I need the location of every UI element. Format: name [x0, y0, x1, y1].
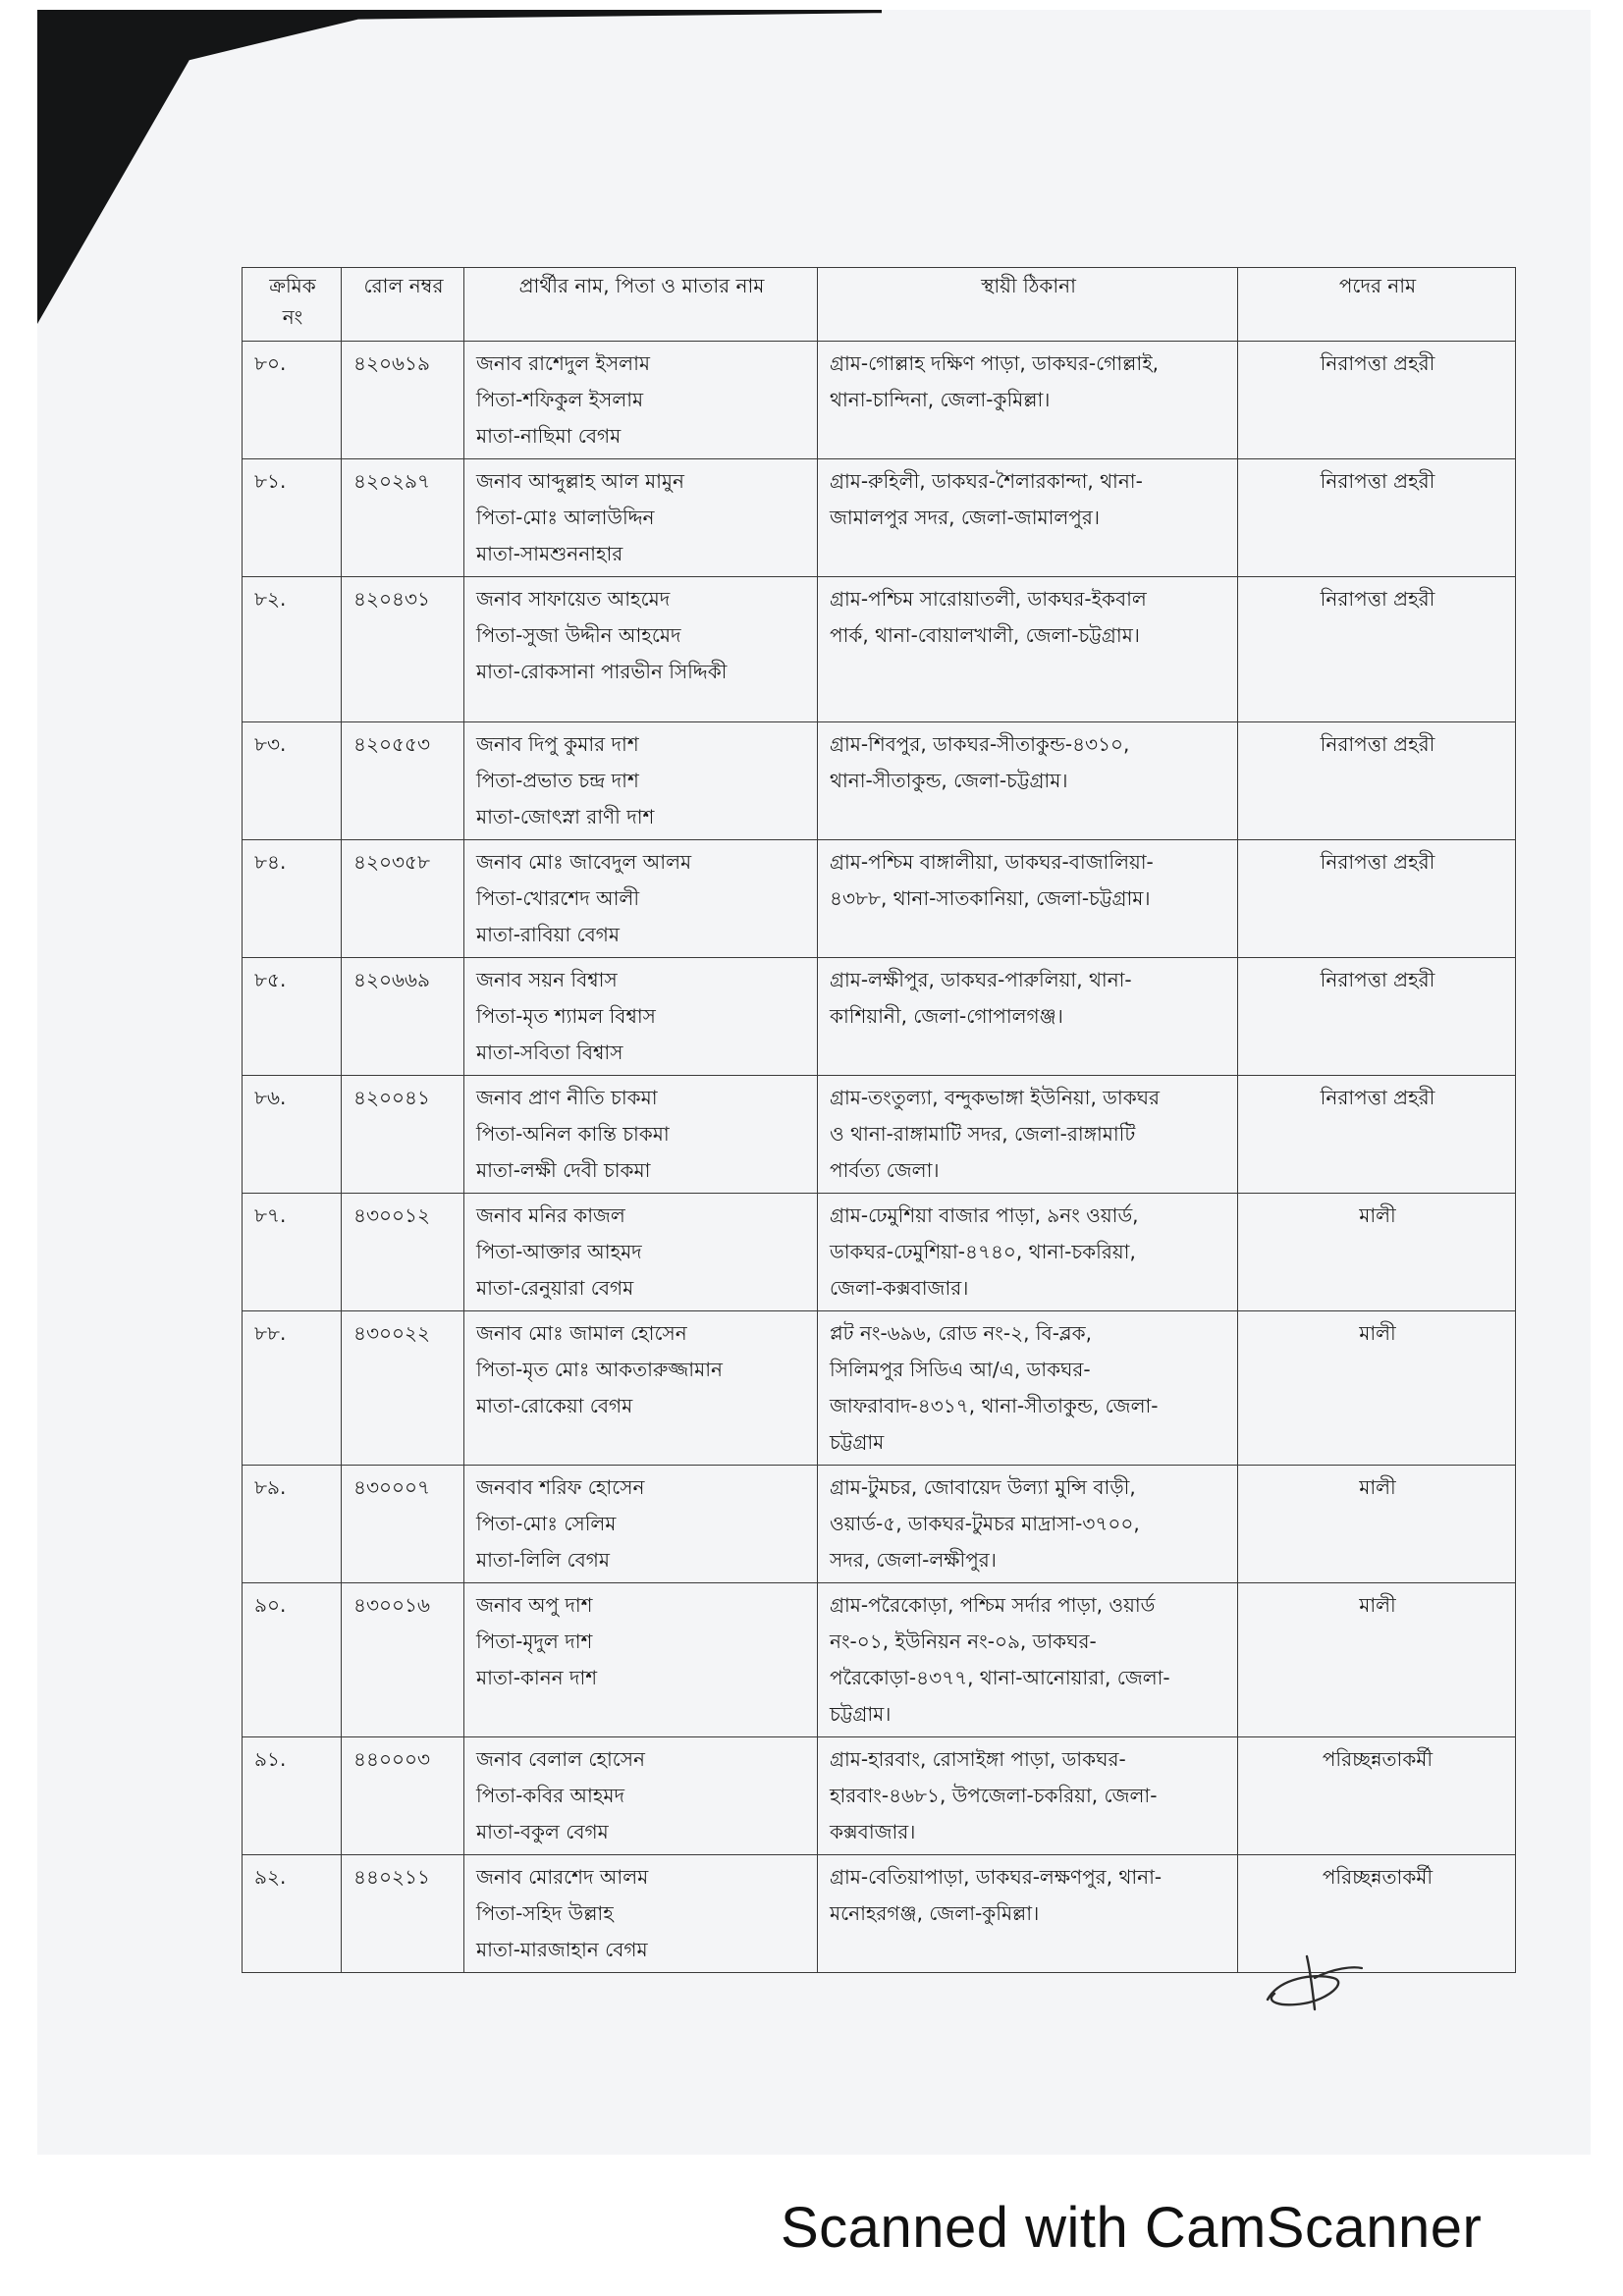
- table-row: [243, 1737, 1516, 1855]
- father-name: পিতা-আক্তার আহমদ: [476, 1240, 642, 1263]
- address-line: গ্রাম-পরৈকোড়া, পশ্চিম সর্দার পাড়া, ওয়ার্ড: [830, 1593, 1156, 1617]
- roll-number-cell: ৪২০৪৩১: [342, 577, 464, 722]
- father-name: পিতা-কবির আহমদ: [476, 1784, 624, 1807]
- father-name: পিতা-সহিদ উল্লাহ: [476, 1901, 614, 1925]
- address-line: থানা-চান্দিনা, জেলা-কুমিল্লা।: [830, 388, 1051, 411]
- address-line: গ্রাম-লক্ষীপুর, ডাকঘর-পারুলিয়া, থানা-: [830, 968, 1132, 991]
- applicant-table-container: [242, 267, 1515, 1973]
- table-row: [243, 958, 1516, 1076]
- table-row: [243, 1583, 1516, 1737]
- mother-name: মাতা-মারজাহান বেগম: [476, 1938, 648, 1961]
- table-row: [243, 1076, 1516, 1194]
- address-line: ৪৩৮৮, থানা-সাতকানিয়া, জেলা-চট্টগ্রাম।: [830, 886, 1151, 910]
- applicant-name: জনাব দিপু কুমার দাশ: [476, 732, 639, 756]
- address-line: জামালপুর সদর, জেলা-জামালপুর।: [830, 506, 1101, 529]
- serial-cell: ৯২.: [243, 1855, 342, 1973]
- serial-cell: ৯০.: [243, 1583, 342, 1737]
- mother-name: মাতা-লিলি বেগম: [476, 1548, 610, 1572]
- serial-cell: ৮৯.: [243, 1466, 342, 1583]
- applicant-name: জনাব বেলাল হোসেন: [476, 1747, 645, 1771]
- applicant-name: জনাব আব্দুল্লাহ আল মামুন: [476, 469, 684, 493]
- permanent-address-cell: [818, 958, 1238, 1076]
- mother-name: মাতা-সবিতা বিশ্বাস: [476, 1041, 623, 1064]
- mother-name: মাতা-রোকেয়া বেগম: [476, 1394, 633, 1417]
- table-row: [243, 1311, 1516, 1466]
- table-row: [243, 1194, 1516, 1311]
- applicant-name: জনাব সয়ন বিশ্বাস: [476, 968, 618, 991]
- mother-name: মাতা-জোৎস্না রাণী দাশ: [476, 805, 655, 828]
- mother-name: মাতা-রোকসানা পারভীন সিদ্দিকী: [476, 660, 728, 683]
- header-roll: রোল নম্বর: [342, 268, 464, 342]
- camscanner-watermark: Scanned with CamScanner: [781, 2196, 1483, 2260]
- post-name-cell: নিরাপত্তা প্রহরী: [1238, 958, 1516, 1076]
- applicant-name-cell: [464, 1311, 818, 1466]
- applicant-name: জনাব মোরশেদ আলম: [476, 1865, 649, 1889]
- address-line: পার্বত্য জেলা।: [830, 1158, 940, 1182]
- address-line: চট্টগ্রাম: [830, 1430, 885, 1454]
- roll-number-cell: ৪৩০০০৭: [342, 1466, 464, 1583]
- address-line: পার্ক, থানা-বোয়ালখালী, জেলা-চট্টগ্রাম।: [830, 623, 1140, 647]
- permanent-address-cell: [818, 342, 1238, 459]
- applicant-name-cell: [464, 840, 818, 958]
- applicant-name: জনাব রাশেদুল ইসলাম: [476, 351, 650, 375]
- serial-cell: ৮৩.: [243, 722, 342, 840]
- address-line: ওয়ার্ড-৫, ডাকঘর-টুমচর মাদ্রাসা-৩৭০০,: [830, 1512, 1140, 1535]
- scanned-page: [37, 10, 1591, 2155]
- post-name-cell: মালী: [1238, 1583, 1516, 1737]
- address-line: গ্রাম-পশ্চিম বাঙ্গালীয়া, ডাকঘর-বাজালিয়া-: [830, 850, 1154, 874]
- address-line: গ্রাম-তংতুল্যা, বন্দুকভাঙ্গা ইউনিয়া, ডাকঘর: [830, 1086, 1161, 1109]
- post-name-cell: পরিচ্ছন্নতাকর্মী: [1238, 1737, 1516, 1855]
- address-line: সদর, জেলা-লক্ষীপুর।: [830, 1548, 997, 1572]
- roll-number-cell: ৪২০২৯৭: [342, 459, 464, 577]
- father-name: পিতা-শফিকুল ইসলাম: [476, 388, 644, 411]
- post-name-cell: পরিচ্ছন্নতাকর্মী: [1238, 1855, 1516, 1973]
- permanent-address-cell: [818, 577, 1238, 722]
- mother-name: মাতা-রেনুয়ারা বেগম: [476, 1276, 634, 1300]
- roll-number-cell: ৪৩০০১৬: [342, 1583, 464, 1737]
- address-line: গ্রাম-রুহিলী, ডাকঘর-শৈলারকান্দা, থানা-: [830, 469, 1143, 493]
- permanent-address-cell: [818, 1194, 1238, 1311]
- address-line: চট্টগ্রাম।: [830, 1702, 892, 1726]
- mother-name: মাতা-লক্ষী দেবী চাকমা: [476, 1158, 651, 1182]
- applicant-name-cell: [464, 722, 818, 840]
- table-header-row: [243, 268, 1516, 342]
- mother-name: মাতা-সামশুননাহার: [476, 542, 623, 565]
- address-line: জেলা-কক্সবাজার।: [830, 1276, 969, 1300]
- serial-cell: ৮৪.: [243, 840, 342, 958]
- post-name-cell: নিরাপত্তা প্রহরী: [1238, 459, 1516, 577]
- roll-number-cell: ৪২০৫৫৩: [342, 722, 464, 840]
- applicant-name: জনাব প্রাণ নীতি চাকমা: [476, 1086, 658, 1109]
- serial-cell: ৮৫.: [243, 958, 342, 1076]
- applicant-name-cell: [464, 1076, 818, 1194]
- applicant-name-cell: [464, 1466, 818, 1583]
- post-name-cell: মালী: [1238, 1466, 1516, 1583]
- address-line: মনোহরগঞ্জ, জেলা-কুমিল্লা।: [830, 1901, 1040, 1925]
- post-name-cell: মালী: [1238, 1311, 1516, 1466]
- address-line: হারবাং-৪৬৮১, উপজেলা-চকরিয়া, জেলা-: [830, 1784, 1158, 1807]
- address-line: গ্রাম-শিবপুর, ডাকঘর-সীতাকুন্ড-৪৩১০,: [830, 732, 1130, 756]
- serial-cell: ৮১.: [243, 459, 342, 577]
- mother-name: মাতা-কানন দাশ: [476, 1666, 598, 1689]
- permanent-address-cell: [818, 1855, 1238, 1973]
- roll-number-cell: ৪৩০০২২: [342, 1311, 464, 1466]
- applicant-name-cell: [464, 1855, 818, 1973]
- roll-number-cell: ৪২০৬৬৯: [342, 958, 464, 1076]
- father-name: পিতা-অনিল কান্তি চাকমা: [476, 1122, 670, 1146]
- address-line: গ্রাম-ঢেমুশিয়া বাজার পাড়া, ৯নং ওয়ার্ড,: [830, 1203, 1139, 1227]
- father-name: পিতা-মোঃ সেলিম: [476, 1512, 617, 1535]
- father-name: পিতা-খোরশেদ আলী: [476, 886, 640, 910]
- post-name-cell: নিরাপত্তা প্রহরী: [1238, 342, 1516, 459]
- roll-number-cell: ৪২০৬১৯: [342, 342, 464, 459]
- header-serial: [243, 268, 342, 342]
- address-line: সিলিমপুর সিডিএ আ/এ, ডাকঘর-: [830, 1358, 1091, 1381]
- table-row: [243, 1466, 1516, 1583]
- applicant-name: জনাব মোঃ জামাল হোসেন: [476, 1321, 687, 1345]
- roll-number-cell: ৪৪০২১১: [342, 1855, 464, 1973]
- table-row: [243, 840, 1516, 958]
- roll-number-cell: ৪৩০০১২: [342, 1194, 464, 1311]
- applicant-name-cell: [464, 459, 818, 577]
- applicant-name: জনাব মনির কাজল: [476, 1203, 625, 1227]
- header-name: প্রার্থীর নাম, পিতা ও মাতার নাম: [464, 268, 818, 342]
- post-name-cell: নিরাপত্তা প্রহরী: [1238, 840, 1516, 958]
- serial-cell: ৯১.: [243, 1737, 342, 1855]
- address-line: গ্রাম-টুমচর, জোবায়েদ উল্যা মুন্সি বাড়ী,: [830, 1475, 1136, 1499]
- applicant-table: [242, 267, 1516, 1973]
- address-line: প্লট নং-৬৯৬, রোড নং-২, বি-ব্লক,: [830, 1321, 1092, 1345]
- address-line: গ্রাম-হারবাং, রোসাইঙ্গা পাড়া, ডাকঘর-: [830, 1747, 1126, 1771]
- permanent-address-cell: [818, 1583, 1238, 1737]
- applicant-name: জনবাব শরিফ হোসেন: [476, 1475, 645, 1499]
- permanent-address-cell: [818, 1076, 1238, 1194]
- address-line: গ্রাম-পশ্চিম সারোয়াতলী, ডাকঘর-ইকবাল: [830, 587, 1147, 611]
- father-name: পিতা-প্রভাত চন্দ্র দাশ: [476, 769, 639, 792]
- table-row: [243, 722, 1516, 840]
- address-line: জাফরাবাদ-৪৩১৭, থানা-সীতাকুন্ড, জেলা-: [830, 1394, 1159, 1417]
- father-name: পিতা-মৃত শ্যামল বিশ্বাস: [476, 1004, 656, 1028]
- father-name: পিতা-মৃত মোঃ আকতারুজ্জামান: [476, 1358, 723, 1381]
- table-body: [243, 342, 1516, 1973]
- post-name-cell: নিরাপত্তা প্রহরী: [1238, 722, 1516, 840]
- serial-cell: ৮৬.: [243, 1076, 342, 1194]
- table-row: [243, 342, 1516, 459]
- applicant-name: জনাব সাফায়েত আহমেদ: [476, 587, 671, 611]
- table-row: [243, 459, 1516, 577]
- header-serial-line1: ক্রমিক: [269, 274, 316, 297]
- address-line: কক্সবাজার।: [830, 1820, 916, 1843]
- header-serial-line2: নং: [282, 305, 303, 329]
- table-row: [243, 577, 1516, 722]
- permanent-address-cell: [818, 722, 1238, 840]
- applicant-name-cell: [464, 342, 818, 459]
- roll-number-cell: ৪২০৩৫৮: [342, 840, 464, 958]
- permanent-address-cell: [818, 1311, 1238, 1466]
- applicant-name-cell: [464, 1194, 818, 1311]
- mother-name: মাতা-বকুল বেগম: [476, 1820, 609, 1843]
- roll-number-cell: ৪২০০৪১: [342, 1076, 464, 1194]
- applicant-name-cell: [464, 958, 818, 1076]
- applicant-name-cell: [464, 1583, 818, 1737]
- permanent-address-cell: [818, 459, 1238, 577]
- header-address: স্থায়ী ঠিকানা: [818, 268, 1238, 342]
- applicant-name-cell: [464, 577, 818, 722]
- roll-number-cell: ৪৪০০০৩: [342, 1737, 464, 1855]
- applicant-name-cell: [464, 1737, 818, 1855]
- permanent-address-cell: [818, 840, 1238, 958]
- serial-cell: ৮০.: [243, 342, 342, 459]
- serial-cell: ৮৭.: [243, 1194, 342, 1311]
- applicant-name: জনাব অপু দাশ: [476, 1593, 593, 1617]
- applicant-name: জনাব মোঃ জাবেদুল আলম: [476, 850, 692, 874]
- father-name: পিতা-সুজা উদ্দীন আহমেদ: [476, 623, 681, 647]
- permanent-address-cell: [818, 1737, 1238, 1855]
- mother-name: মাতা-রাবিয়া বেগম: [476, 923, 620, 946]
- address-line: ও থানা-রাঙ্গামাটি সদর, জেলা-রাঙ্গামাটি: [830, 1122, 1136, 1146]
- post-name-cell: নিরাপত্তা প্রহরী: [1238, 1076, 1516, 1194]
- address-line: ডাকঘর-ঢেমুশিয়া-৪৭৪০, থানা-চকরিয়া,: [830, 1240, 1136, 1263]
- address-line: থানা-সীতাকুন্ড, জেলা-চট্টগ্রাম।: [830, 769, 1068, 792]
- signature: [1260, 1939, 1368, 2017]
- mother-name: মাতা-নাছিমা বেগম: [476, 424, 622, 448]
- post-name-cell: নিরাপত্তা প্রহরী: [1238, 577, 1516, 722]
- address-line: গ্রাম-বেতিয়াপাড়া, ডাকঘর-লক্ষণপুর, থানা-: [830, 1865, 1163, 1889]
- post-name-cell: মালী: [1238, 1194, 1516, 1311]
- address-line: নং-০১, ইউনিয়ন নং-০৯, ডাকঘর-: [830, 1629, 1097, 1653]
- serial-cell: ৮২.: [243, 577, 342, 722]
- address-line: গ্রাম-গোল্লাহ দক্ষিণ পাড়া, ডাকঘর-গোল্লাই,: [830, 351, 1159, 375]
- permanent-address-cell: [818, 1466, 1238, 1583]
- header-post: পদের নাম: [1238, 268, 1516, 342]
- address-line: পরৈকোড়া-৪৩৭৭, থানা-আনোয়ারা, জেলা-: [830, 1666, 1170, 1689]
- serial-cell: ৮৮.: [243, 1311, 342, 1466]
- father-name: পিতা-মোঃ আলাউদ্দিন: [476, 506, 655, 529]
- father-name: পিতা-মৃদুল দাশ: [476, 1629, 593, 1653]
- address-line: কাশিয়ানী, জেলা-গোপালগঞ্জ।: [830, 1004, 1063, 1028]
